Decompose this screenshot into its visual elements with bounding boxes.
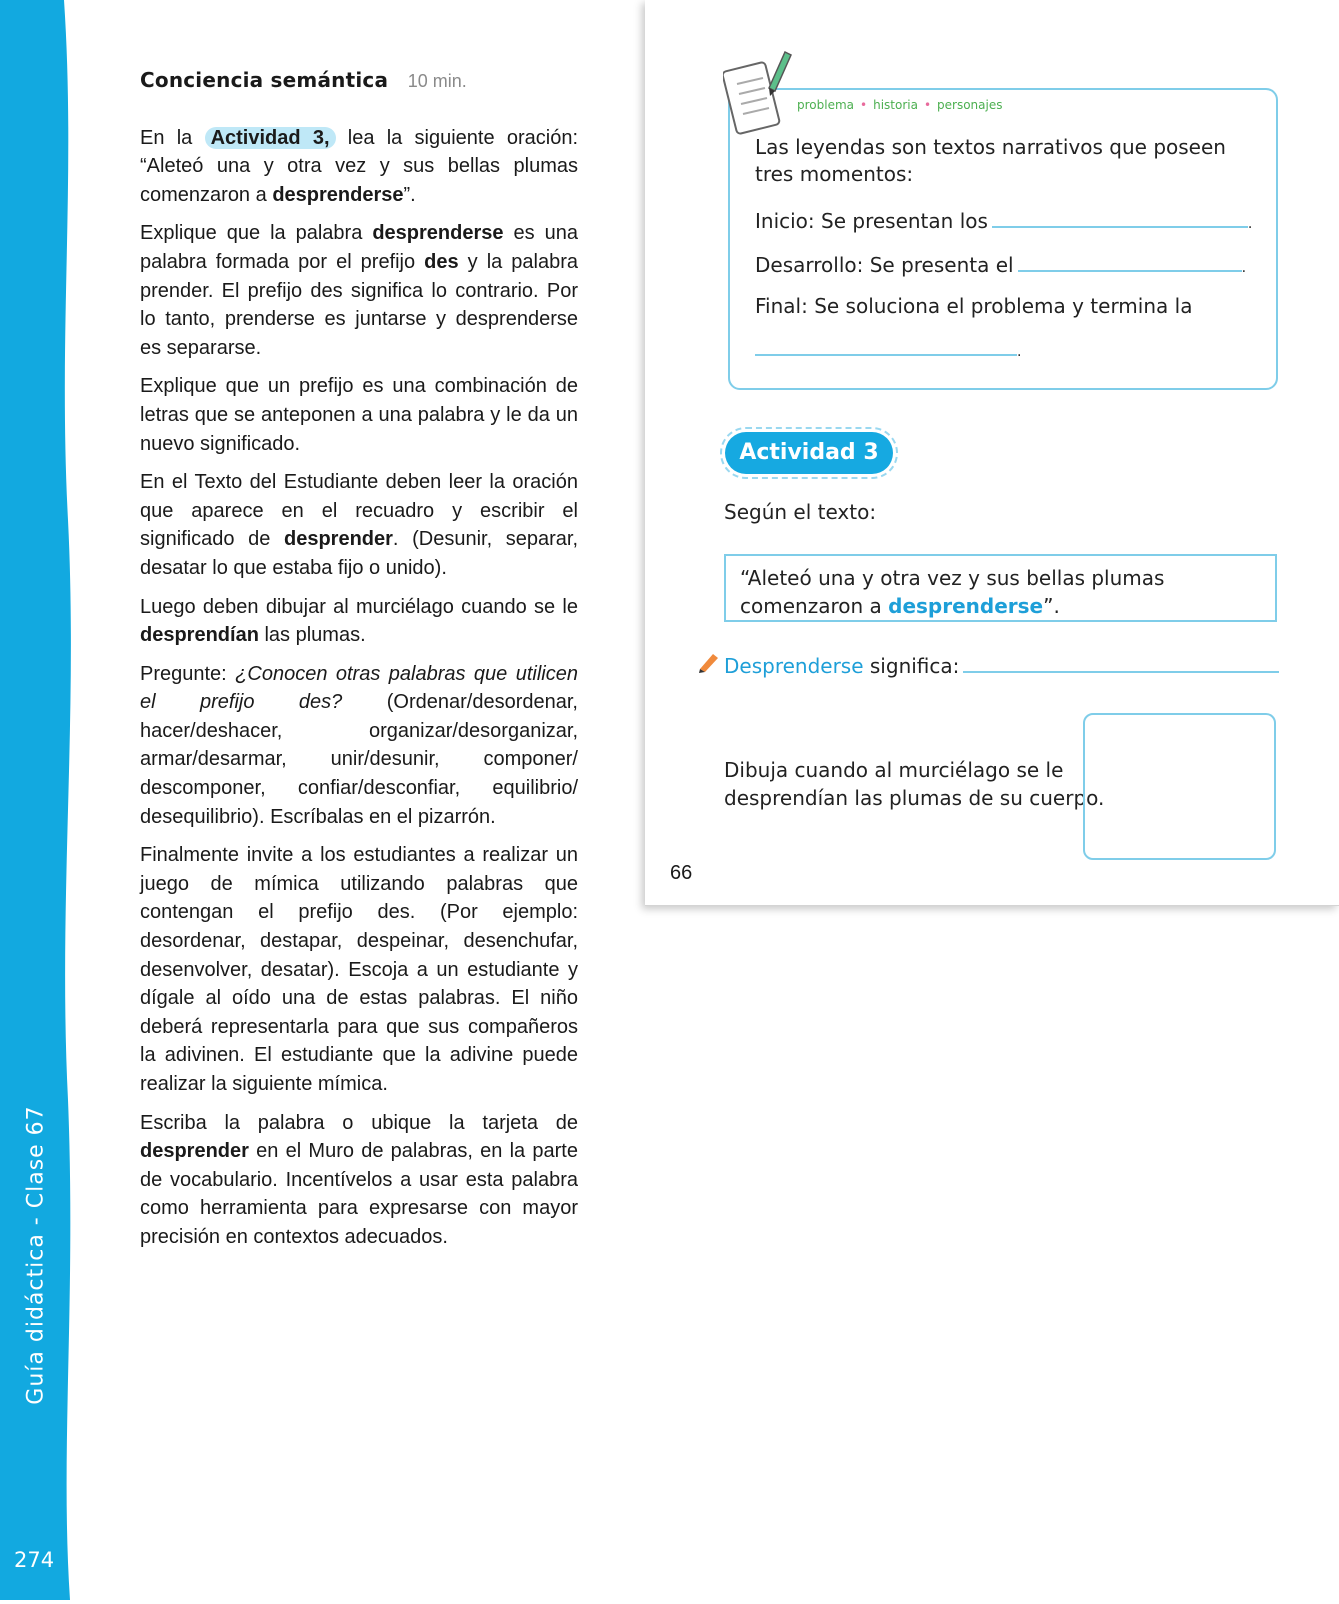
p1-text-a: En la: [140, 126, 193, 149]
page-number-left: 274: [14, 1548, 55, 1572]
word-bank-item: personajes: [937, 98, 1003, 112]
inicio-row: Inicio: Se presentan los .: [755, 206, 1252, 233]
p6-text-b: (Ordenar/desordenar, hacer/deshacer, organizar/desorganizar, armar/desarmar, unir/desunir, componer/ descomponer, confiar/desconfiar, equilibrio/ desequilibrio). Escríbalas en el pizarrón.: [140, 691, 578, 828]
paragraph-1: [140, 124, 578, 210]
p2-text-a: Explique que la palabra: [140, 222, 363, 245]
quote-keyword: desprenderse: [888, 594, 1044, 618]
paragraph-4: [140, 468, 578, 582]
significa-blank[interactable]: [963, 651, 1279, 673]
significa-row: [724, 651, 1279, 678]
paragraph-8: [140, 1109, 578, 1252]
draw-instruction: [724, 756, 1104, 812]
p1-text-b: lea la siguiente oración: “Aleteó una y otra vez y sus bellas plumas comenzaron a: [140, 126, 579, 206]
desarrollo-row: Desarrollo: Se presenta el .: [755, 250, 1246, 277]
p4-text-a: En el Texto del Estudiante deben leer la oración que aparece en el recuadro y escribir el significado de: [140, 471, 578, 551]
drawing-box[interactable]: [1083, 713, 1276, 860]
significa-keyword: Desprenderse: [724, 654, 864, 678]
segun-text: Según el texto:: [724, 500, 877, 524]
notebook-icon: [723, 44, 795, 140]
pencil-icon: [697, 650, 721, 674]
draw-instruction-line: desprendían las plumas de su cuerpo.: [724, 786, 1105, 810]
p4-bold: desprender: [283, 528, 393, 551]
p2-bold-2: des: [424, 250, 459, 273]
paragraph-3: Explique que un prefijo es una combinación de letras que se anteponen a una palabra y le da un nuevo significado.: [140, 375, 578, 455]
desarrollo-blank[interactable]: [1018, 250, 1242, 272]
p8-text-a: Escriba la palabra o ubique la tarjeta de: [140, 1111, 578, 1134]
legend-intro: Las leyendas son textos narrativos que poseen tres momentos:: [755, 135, 1226, 186]
section-time: 10 min.: [407, 71, 467, 91]
section-heading: [140, 66, 578, 96]
word-bank: problema • historia • personajes: [797, 98, 1003, 112]
p2-text-b: es una palabra formada por el prefijo: [140, 222, 578, 273]
word-bank-item: problema: [797, 98, 855, 112]
final-blank-row: .: [755, 334, 1021, 361]
paragraph-2: [140, 219, 578, 362]
p4-text-b: . (Desunir, separar, desatar lo que estaba fijo o unido).: [140, 528, 578, 579]
paragraph-7: Finalmente invite a los estudiantes a realizar un juego de mímica utilizando palabras que contengan el prefijo des. (Por ejemplo: desordenar, destapar, despeinar, desenchufar, desenvolver, desatar). Escoja a un estudiante y dígale al oído una de estas palabras. El niño deberá representarla para que sus compañeros la adivinen. El estudiante que la adivine puede realizar la siguiente mímica.: [140, 844, 578, 1095]
p5-bold: desprendían: [140, 624, 259, 647]
paragraph-5: [140, 593, 578, 650]
p2-bold-1: desprenderse: [372, 222, 504, 245]
p2-text-c: y la palabra prender. El prefijo des significa lo contrario. Por lo tanto, prenderse es juntarse y desprenderse es separarse.: [140, 250, 579, 359]
desarrollo-label: Desarrollo: Se presenta el: [755, 253, 1014, 277]
p6-italic: ¿Conocen otras palabras que utilicen el prefijo des?: [140, 662, 578, 714]
final-blank[interactable]: [755, 334, 1017, 356]
draw-instruction-line: Dibuja cuando al murciélago se le: [724, 758, 1064, 782]
significa-label: significa:: [869, 654, 960, 678]
word-bank-item: historia: [873, 98, 918, 112]
final-row: Final: Se soluciona el problema y termina la: [755, 294, 1193, 318]
activity-badge: Actividad 3: [725, 432, 893, 474]
quote-text: “Aleteó una y otra vez y sus bellas plumas comenzaron a: [740, 566, 1165, 618]
quote-box: [724, 554, 1277, 622]
sidebar-label: Guía didáctica - Clase 67: [23, 1105, 49, 1405]
p1-text-c: ”.: [403, 183, 416, 206]
page-number-book: 66: [670, 862, 693, 884]
guide-column: [140, 66, 578, 1262]
p8-bold: desprender: [140, 1140, 249, 1163]
quote-end: ”.: [1043, 594, 1060, 618]
student-book-page: [645, 0, 1339, 906]
activity-highlight: Actividad 3,: [205, 127, 336, 149]
inicio-label: Inicio: Se presentan los: [755, 209, 988, 233]
section-title: Conciencia semántica: [140, 68, 389, 92]
p1-bold: desprenderse: [272, 183, 404, 206]
p5-text-a: Luego deben dibujar al murciélago cuando se le: [140, 595, 578, 618]
p8-text-b: en el Muro de palabras, en la parte de vocabulario. Incentívelos a usar esta palabra como herramienta para expresarse con mayor precisión en contextos adecuados.: [140, 1140, 578, 1248]
p6-text-a: Pregunte:: [140, 662, 227, 685]
paragraph-6: [140, 660, 578, 832]
inicio-blank[interactable]: [992, 206, 1248, 228]
p5-text-b: las plumas.: [264, 624, 366, 647]
